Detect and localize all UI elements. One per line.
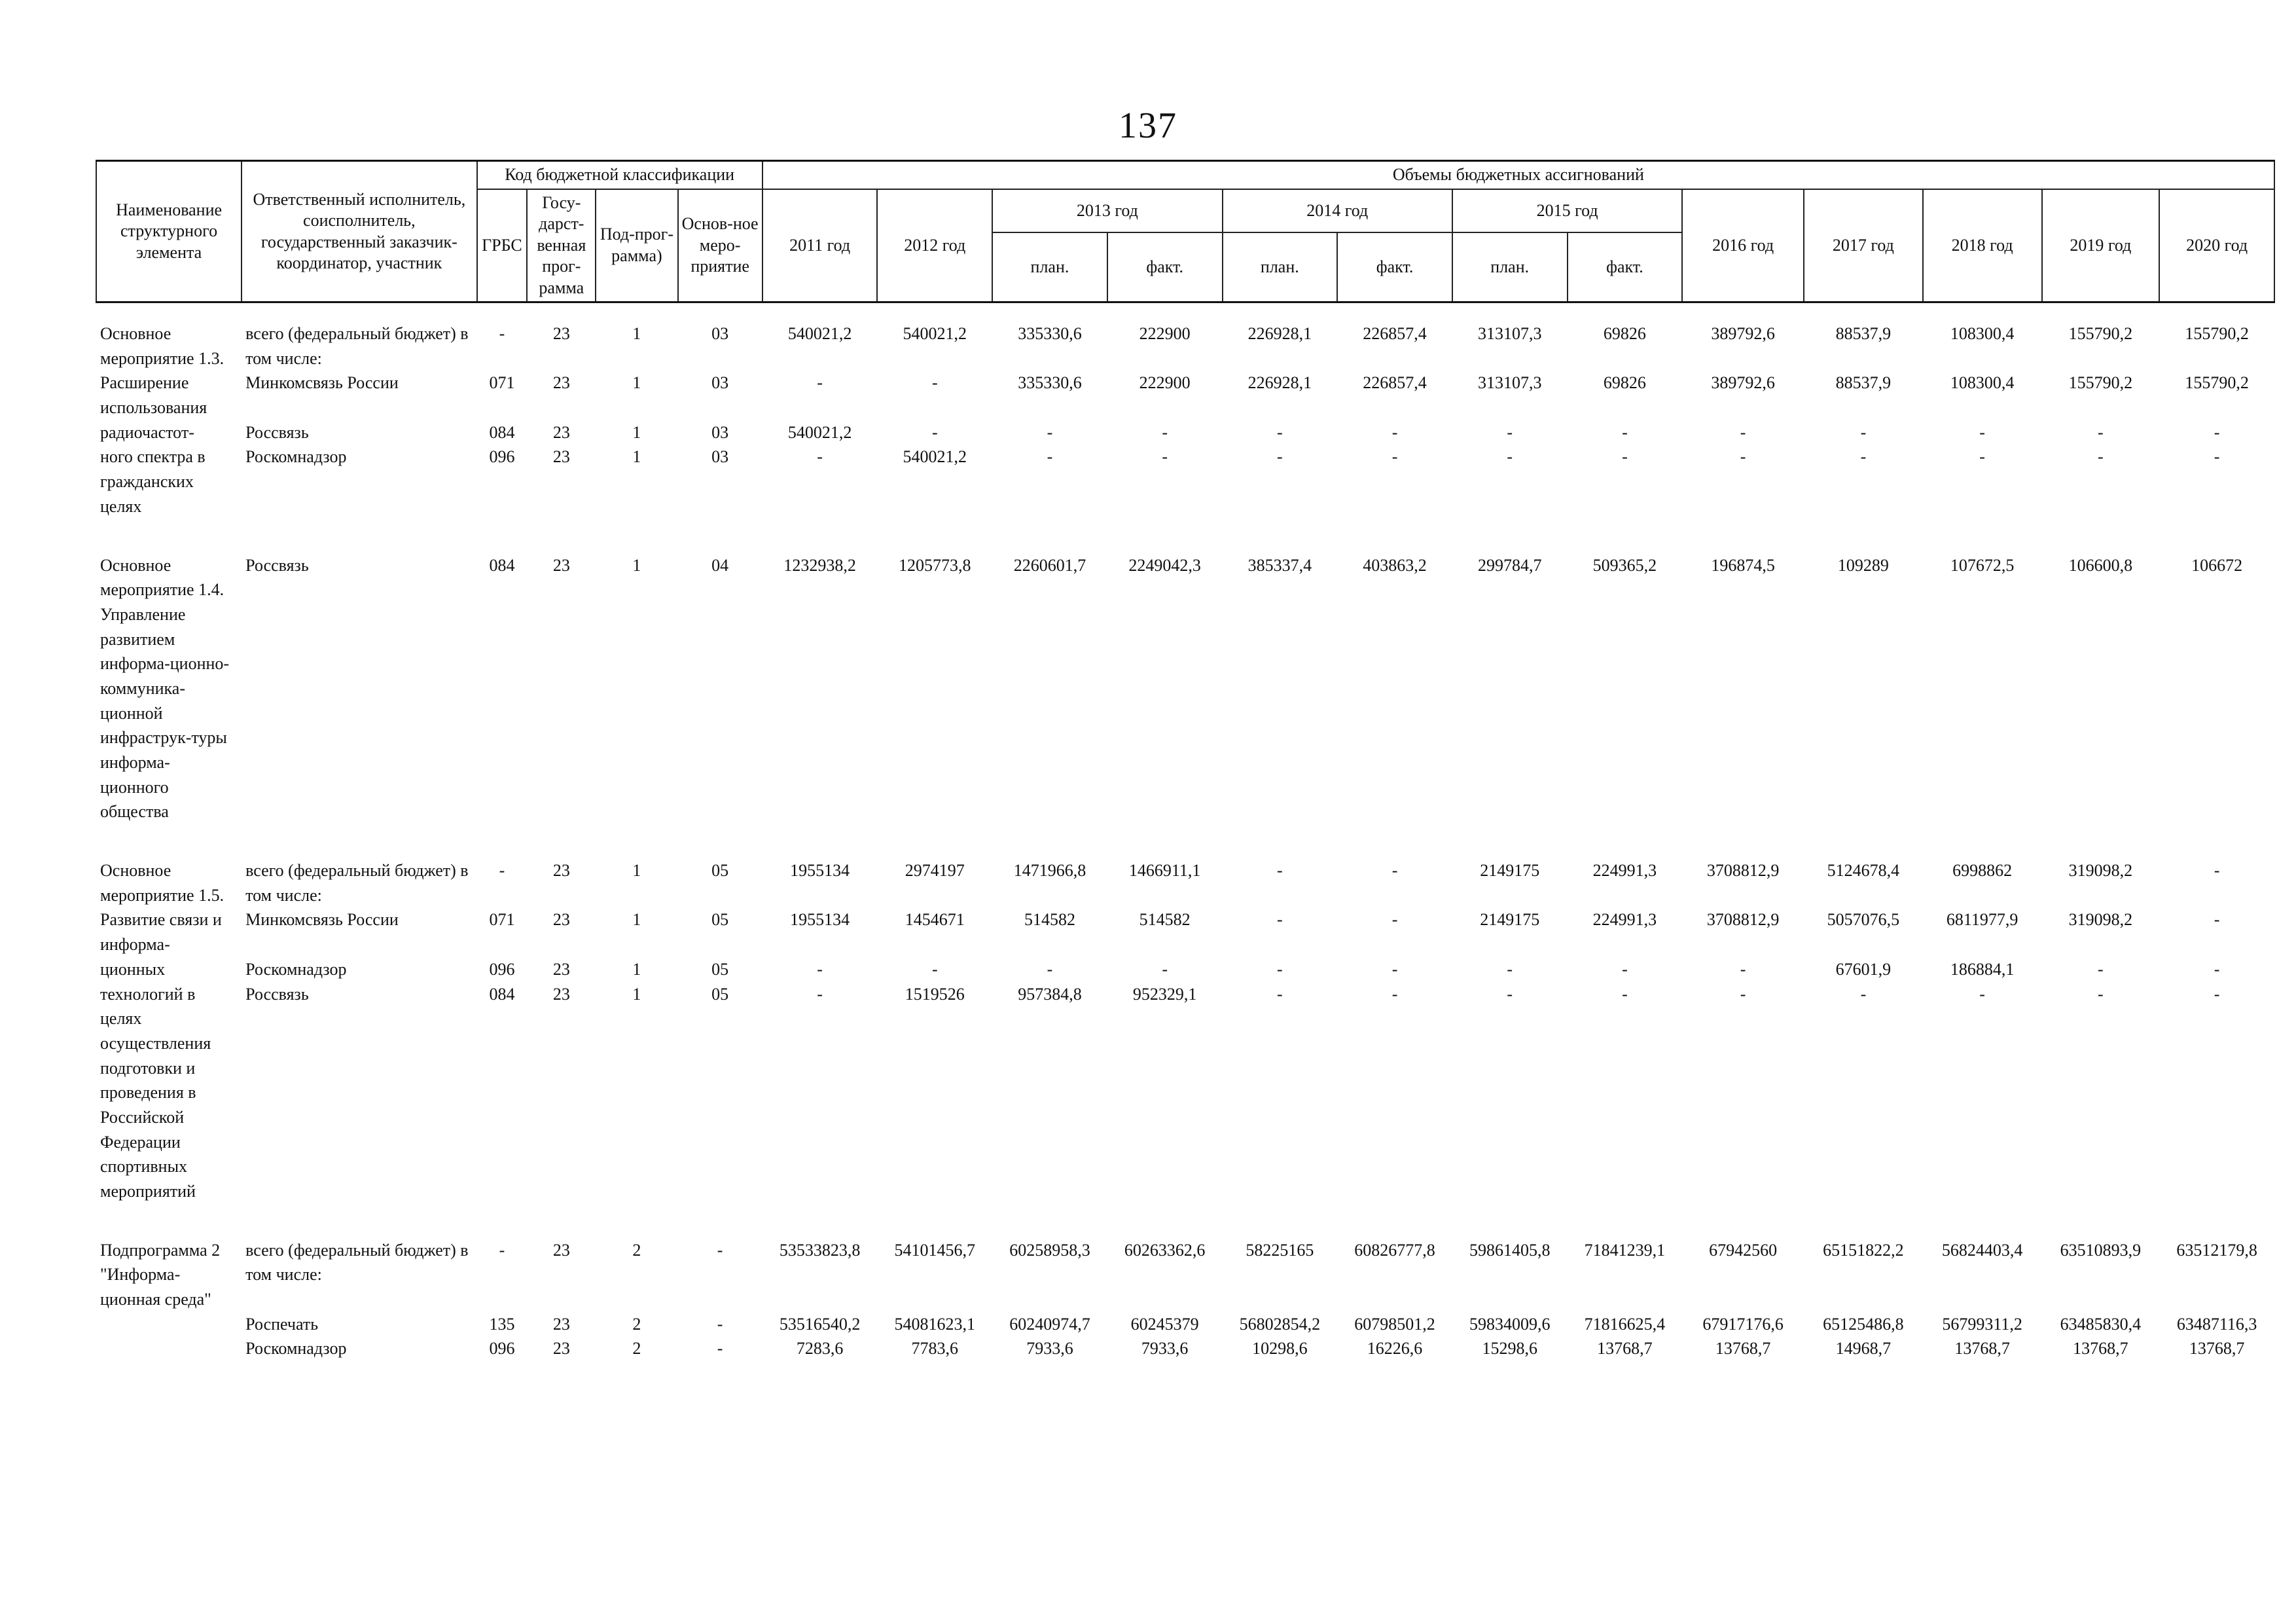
row-value-cell: 54081623,1 [894, 1314, 976, 1334]
row-value-cell: 540021,2 [787, 422, 852, 442]
row-subprogram-cell: 1 [632, 422, 641, 442]
row-value-cell: 155790,2 [2068, 373, 2133, 393]
row-value-cell: 53516540,2 [779, 1314, 861, 1334]
row-subprogram-cell: 1 [632, 984, 641, 1004]
row-value-cell: 67942560 [1709, 1240, 1778, 1260]
row-value-cell: - [931, 959, 938, 979]
row-value-cell: 222900 [1139, 373, 1191, 393]
row-value-cell: 71841239,1 [1584, 1240, 1666, 1260]
row-value-cell: - [2098, 959, 2104, 979]
header-grbs: ГРБС [477, 189, 528, 302]
row-value-cell: - [1277, 984, 1283, 1004]
row-value-cell: 514582 [1024, 910, 1075, 930]
row-grbs-cell: 084 [489, 422, 515, 442]
row-value-cell: 155790,2 [2185, 373, 2249, 393]
table-row [96, 420, 2274, 445]
row-value-cell: 3708812,9 [1706, 910, 1780, 930]
row-value-cell: 60258958,3 [1009, 1240, 1090, 1260]
row-executor-cell: Россвязь [245, 984, 309, 1004]
table-row [96, 1204, 2274, 1312]
row-grbs-cell: 096 [489, 959, 515, 979]
row-value-cell: 226928,1 [1247, 324, 1312, 343]
row-subprogram-cell: 1 [632, 861, 641, 881]
header-year-2012: 2012 год [877, 189, 992, 302]
row-value-cell: 2149175 [1480, 861, 1540, 881]
row-value-cell: 10298,6 [1252, 1339, 1308, 1359]
row-value-cell: 2974197 [905, 861, 965, 881]
row-value-cell: - [2098, 984, 2104, 1004]
row-program-cell: 23 [552, 910, 570, 930]
row-value-cell: 952329,1 [1132, 984, 1197, 1004]
row-value-cell: 5057076,5 [1827, 910, 1900, 930]
row-value-cell: - [1391, 447, 1398, 467]
row-value-cell: 106672 [2191, 555, 2243, 575]
row-value-cell: 69826 [1603, 373, 1646, 393]
row-value-cell: - [1391, 984, 1398, 1004]
row-value-cell: 60263362,6 [1124, 1240, 1206, 1260]
table-row [96, 1312, 2274, 1337]
row-value-cell: - [2214, 910, 2220, 930]
header-year-2014: 2014 год [1223, 189, 1452, 233]
row-name-cell: Подпрограмма 2 "Информа-ционная среда" [100, 1240, 221, 1309]
row-value-cell: 540021,2 [787, 324, 852, 343]
row-value-cell: 13768,7 [1597, 1339, 1653, 1359]
row-executor-cell: всего (федеральный бюджет) в том числе: [245, 1240, 469, 1285]
row-value-cell: 71816625,4 [1584, 1314, 1666, 1334]
row-value-cell: - [1740, 959, 1746, 979]
row-subprogram-cell: 2 [632, 1314, 641, 1334]
row-value-cell: 69826 [1603, 324, 1646, 343]
table-row [96, 445, 2274, 519]
row-value-cell: 13768,7 [1954, 1339, 2010, 1359]
row-value-cell: 60798501,2 [1354, 1314, 1435, 1334]
row-value-cell: - [1507, 984, 1513, 1004]
row-program-cell: 23 [552, 1339, 570, 1359]
row-name-cell [96, 1312, 242, 1337]
table-row [96, 824, 2274, 907]
row-value-cell: 5124678,4 [1827, 861, 1900, 881]
row-value-cell: 65151822,2 [1823, 1240, 1904, 1260]
row-value-cell: 65125486,8 [1823, 1314, 1904, 1334]
row-grbs-cell: 084 [489, 984, 515, 1004]
row-value-cell: 13768,7 [2073, 1339, 2128, 1359]
row-value-cell: 2149175 [1480, 910, 1540, 930]
row-value-cell: 59861405,8 [1469, 1240, 1551, 1260]
row-value-cell: 88537,9 [1835, 373, 1892, 393]
row-value-cell: 1519526 [905, 984, 965, 1004]
row-value-cell: 957384,8 [1018, 984, 1082, 1004]
header-code-group: Код бюджетной классификации [477, 161, 762, 189]
row-program-cell: 23 [552, 422, 570, 442]
row-value-cell: 313107,3 [1477, 373, 1542, 393]
row-value-cell: 63485830,4 [2060, 1314, 2142, 1334]
row-activity-cell: 05 [711, 959, 729, 979]
row-value-cell: 14968,7 [1835, 1339, 1892, 1359]
row-value-cell: - [1391, 861, 1398, 881]
row-value-cell: - [1162, 422, 1168, 442]
row-value-cell: - [1277, 910, 1283, 930]
row-value-cell: 196874,5 [1711, 555, 1775, 575]
header-2014-plan: план. [1223, 232, 1338, 302]
row-grbs-cell: 071 [489, 373, 515, 393]
row-value-cell: - [2214, 959, 2220, 979]
row-program-cell: 23 [552, 1240, 570, 1260]
row-value-cell: 540021,2 [903, 447, 967, 467]
row-activity-cell: - [717, 1240, 723, 1260]
row-value-cell: - [1277, 447, 1283, 467]
header-year-2013: 2013 год [992, 189, 1222, 233]
header-2013-fact: факт. [1107, 232, 1223, 302]
row-value-cell: - [1860, 447, 1867, 467]
row-value-cell: 56802854,2 [1239, 1314, 1321, 1334]
row-value-cell: 59834009,6 [1469, 1314, 1551, 1334]
row-executor-cell: Роскомнадзор [245, 959, 347, 979]
row-value-cell: 540021,2 [903, 324, 967, 343]
row-value-cell: 299784,7 [1477, 555, 1542, 575]
row-value-cell: 1454671 [905, 910, 965, 930]
row-value-cell: - [1162, 959, 1168, 979]
row-value-cell: - [1507, 422, 1513, 442]
row-program-cell: 23 [552, 984, 570, 1004]
row-grbs-cell: - [499, 1240, 505, 1260]
row-value-cell: - [1391, 422, 1398, 442]
row-value-cell: 1471966,8 [1013, 861, 1086, 881]
row-value-cell: 389792,6 [1711, 324, 1775, 343]
row-executor-cell: Роскомнадзор [245, 447, 347, 467]
header-year-2016: 2016 год [1682, 189, 1804, 302]
row-grbs-cell: - [499, 324, 505, 343]
row-value-cell: 313107,3 [1477, 324, 1542, 343]
table-row [96, 371, 2274, 420]
row-grbs-cell: 135 [489, 1314, 515, 1334]
row-value-cell: - [817, 447, 823, 467]
row-value-cell: - [1391, 959, 1398, 979]
row-executor-cell: Россвязь [245, 555, 309, 575]
row-value-cell: 155790,2 [2068, 324, 2133, 343]
row-value-cell: - [1979, 422, 1985, 442]
header-main-activity: Основ-ное меро-приятие [678, 189, 762, 302]
row-value-cell: - [1740, 984, 1746, 1004]
table-row [96, 982, 2274, 1204]
row-value-cell: - [2214, 447, 2220, 467]
header-volumes-group: Объемы бюджетных ассигнований [762, 161, 2274, 189]
row-program-cell: 23 [552, 861, 570, 881]
row-value-cell: 60240974,7 [1009, 1314, 1090, 1334]
row-value-cell: 1466911,1 [1128, 861, 1201, 881]
row-value-cell: 108300,4 [1950, 324, 2015, 343]
row-activity-cell: - [717, 1339, 723, 1359]
row-subprogram-cell: 1 [632, 373, 641, 393]
row-value-cell: 222900 [1139, 324, 1191, 343]
row-value-cell: 67917176,6 [1702, 1314, 1784, 1334]
row-value-cell: 106600,8 [2068, 555, 2133, 575]
row-value-cell: 6998862 [1952, 861, 2013, 881]
row-value-cell: 385337,4 [1247, 555, 1312, 575]
row-grbs-cell: - [499, 861, 505, 881]
row-value-cell: - [1277, 861, 1283, 881]
row-program-cell: 23 [552, 555, 570, 575]
row-value-cell: 1232938,2 [783, 555, 856, 575]
row-value-cell: - [817, 373, 823, 393]
row-name-cell: технологий в целях осуществления подготовки и проведения в Российской Федерации спортивных мероприятий [100, 984, 211, 1201]
row-name-cell: Развитие связи и информа- [100, 910, 222, 955]
row-value-cell: 16226,6 [1367, 1339, 1423, 1359]
row-value-cell: 1955134 [790, 910, 850, 930]
row-activity-cell: 03 [711, 373, 729, 393]
row-value-cell: 60245379 [1130, 1314, 1199, 1334]
row-value-cell: - [1860, 984, 1867, 1004]
row-value-cell: 60826777,8 [1354, 1240, 1435, 1260]
header-year-2015: 2015 год [1452, 189, 1682, 233]
row-value-cell: - [1740, 447, 1746, 467]
row-value-cell: - [1622, 984, 1628, 1004]
row-name-cell: ного спектра в гражданских целях [100, 447, 206, 516]
row-value-cell: 56824403,4 [1941, 1240, 2023, 1260]
row-value-cell: 7783,6 [911, 1339, 959, 1359]
row-activity-cell: - [717, 1314, 723, 1334]
row-name-cell: Основное мероприятие 1.5. [100, 861, 224, 905]
row-value-cell: 58225165 [1246, 1240, 1314, 1260]
row-value-cell: - [2098, 422, 2104, 442]
row-value-cell: 226857,4 [1363, 324, 1427, 343]
row-name-cell [96, 1336, 242, 1361]
row-activity-cell: 03 [711, 324, 729, 343]
row-value-cell: 319098,2 [2068, 910, 2133, 930]
row-value-cell: 224991,3 [1592, 861, 1657, 881]
row-value-cell: 13768,7 [2189, 1339, 2245, 1359]
row-subprogram-cell: 1 [632, 555, 641, 575]
header-year-2018: 2018 год [1923, 189, 2042, 302]
row-name-cell: Расширение использования [100, 373, 207, 418]
page-number: 137 [1119, 105, 1177, 146]
row-value-cell: 56799311,2 [1942, 1314, 2022, 1334]
row-name-cell: Основное мероприятие 1.4. Управление развитием информа-ционно-коммуника-ционной инфраструк-туры информа-ционного общества [100, 555, 230, 822]
header-2013-plan: план. [992, 232, 1107, 302]
row-value-cell: 54101456,7 [894, 1240, 976, 1260]
row-value-cell: - [1979, 984, 1985, 1004]
row-value-cell: 7283,6 [796, 1339, 844, 1359]
budget-table [96, 160, 2275, 1361]
row-value-cell: - [931, 422, 938, 442]
row-value-cell: 15298,6 [1482, 1339, 1537, 1359]
row-value-cell: - [817, 984, 823, 1004]
row-program-cell: 23 [552, 324, 570, 343]
row-value-cell: 88537,9 [1835, 324, 1892, 343]
table-row [96, 302, 2274, 371]
row-executor-cell: Роспечать [245, 1314, 319, 1334]
row-subprogram-cell: 1 [632, 959, 641, 979]
row-value-cell: - [1740, 422, 1746, 442]
row-value-cell: - [1047, 447, 1053, 467]
header-year-2020: 2020 год [2159, 189, 2274, 302]
row-subprogram-cell: 2 [632, 1240, 641, 1260]
row-value-cell: 7933,6 [1026, 1339, 1073, 1359]
row-value-cell: - [1507, 447, 1513, 467]
row-value-cell: 7933,6 [1141, 1339, 1189, 1359]
row-grbs-cell: 071 [489, 910, 515, 930]
row-value-cell: 107672,5 [1950, 555, 2015, 575]
row-value-cell: - [1622, 447, 1628, 467]
header-2015-fact: факт. [1568, 232, 1683, 302]
header-state-program: Госу-дарст-венная прог-рамма [527, 189, 596, 302]
row-value-cell: 514582 [1139, 910, 1191, 930]
row-grbs-cell: 084 [489, 555, 515, 575]
row-value-cell: - [2214, 984, 2220, 1004]
row-subprogram-cell: 1 [632, 910, 641, 930]
row-program-cell: 23 [552, 447, 570, 467]
row-value-cell: 335330,6 [1018, 324, 1082, 343]
header-year-2019: 2019 год [2042, 189, 2160, 302]
row-value-cell: 335330,6 [1018, 373, 1082, 393]
header-executor: Ответственный исполнитель, соисполнитель, государственный заказчик-координатор, участник [242, 161, 476, 302]
row-program-cell: 23 [552, 373, 570, 393]
row-value-cell: 63510893,9 [2060, 1240, 2142, 1260]
row-name-cell: Основное мероприятие 1.3. [100, 324, 224, 368]
row-program-cell: 23 [552, 1314, 570, 1334]
row-executor-cell: Россвязь [245, 422, 309, 442]
row-value-cell: - [2098, 447, 2104, 467]
table-row [96, 519, 2274, 825]
row-value-cell: 403863,2 [1363, 555, 1427, 575]
row-value-cell: - [1162, 447, 1168, 467]
row-value-cell: - [1277, 959, 1283, 979]
row-subprogram-cell: 1 [632, 447, 641, 467]
row-value-cell: 3708812,9 [1706, 861, 1780, 881]
row-value-cell: 1205773,8 [899, 555, 971, 575]
row-value-cell: 109289 [1837, 555, 1889, 575]
table-row [96, 907, 2274, 957]
row-value-cell: - [2214, 861, 2220, 881]
row-value-cell: - [1391, 910, 1398, 930]
row-activity-cell: 05 [711, 861, 729, 881]
header-subprogram: Под-прог-рамма) [596, 189, 677, 302]
row-value-cell: 2260601,7 [1013, 555, 1086, 575]
header-2015-plan: план. [1452, 232, 1568, 302]
row-value-cell: - [1622, 959, 1628, 979]
row-value-cell: - [1277, 422, 1283, 442]
row-value-cell: 226857,4 [1363, 373, 1427, 393]
row-value-cell: 319098,2 [2068, 861, 2133, 881]
row-value-cell: - [817, 959, 823, 979]
row-value-cell: 509365,2 [1592, 555, 1657, 575]
row-value-cell: 186884,1 [1950, 959, 2015, 979]
table-row [96, 1336, 2274, 1361]
table-body [96, 302, 2274, 1362]
row-grbs-cell: 096 [489, 447, 515, 467]
row-value-cell: 155790,2 [2185, 324, 2249, 343]
row-subprogram-cell: 1 [632, 324, 641, 343]
row-value-cell: - [1047, 422, 1053, 442]
header-name: Наименование структурного элемента [96, 161, 242, 302]
row-program-cell: 23 [552, 959, 570, 979]
row-value-cell: - [1979, 447, 1985, 467]
row-activity-cell: 03 [711, 422, 729, 442]
row-value-cell: 226928,1 [1247, 373, 1312, 393]
row-value-cell: - [1622, 422, 1628, 442]
row-value-cell: - [2214, 422, 2220, 442]
row-value-cell: 108300,4 [1950, 373, 2015, 393]
row-value-cell: 2249042,3 [1128, 555, 1201, 575]
row-value-cell: 13768,7 [1715, 1339, 1771, 1359]
row-value-cell: - [1507, 959, 1513, 979]
row-value-cell: 63512179,8 [2176, 1240, 2257, 1260]
row-name-cell: радиочастот- [100, 422, 194, 442]
row-value-cell: - [1047, 959, 1053, 979]
row-value-cell: 224991,3 [1592, 910, 1657, 930]
row-subprogram-cell: 2 [632, 1339, 641, 1359]
row-value-cell: 53533823,8 [779, 1240, 861, 1260]
row-value-cell: - [1860, 422, 1867, 442]
row-executor-cell: Минкомсвязь России [245, 910, 399, 930]
row-activity-cell: 04 [711, 555, 729, 575]
row-executor-cell: Роскомнадзор [245, 1339, 347, 1359]
table-row [96, 957, 2274, 982]
row-activity-cell: 05 [711, 984, 729, 1004]
row-executor-cell: всего (федеральный бюджет) в том числе: [245, 324, 469, 368]
row-value-cell: - [931, 373, 938, 393]
row-grbs-cell: 096 [489, 1339, 515, 1359]
row-value-cell: 6811977,9 [1946, 910, 2018, 930]
row-activity-cell: 05 [711, 910, 729, 930]
row-value-cell: 389792,6 [1711, 373, 1775, 393]
row-value-cell: 67601,9 [1835, 959, 1892, 979]
row-executor-cell: Минкомсвязь России [245, 373, 399, 393]
header-year-2017: 2017 год [1804, 189, 1923, 302]
row-value-cell: 63487116,3 [2176, 1314, 2257, 1334]
header-year-2011: 2011 год [762, 189, 878, 302]
row-value-cell: 1955134 [790, 861, 850, 881]
row-activity-cell: 03 [711, 447, 729, 467]
header-2014-fact: факт. [1337, 232, 1452, 302]
row-name-cell: ционных [100, 959, 166, 979]
row-executor-cell: всего (федеральный бюджет) в том числе: [245, 861, 469, 905]
